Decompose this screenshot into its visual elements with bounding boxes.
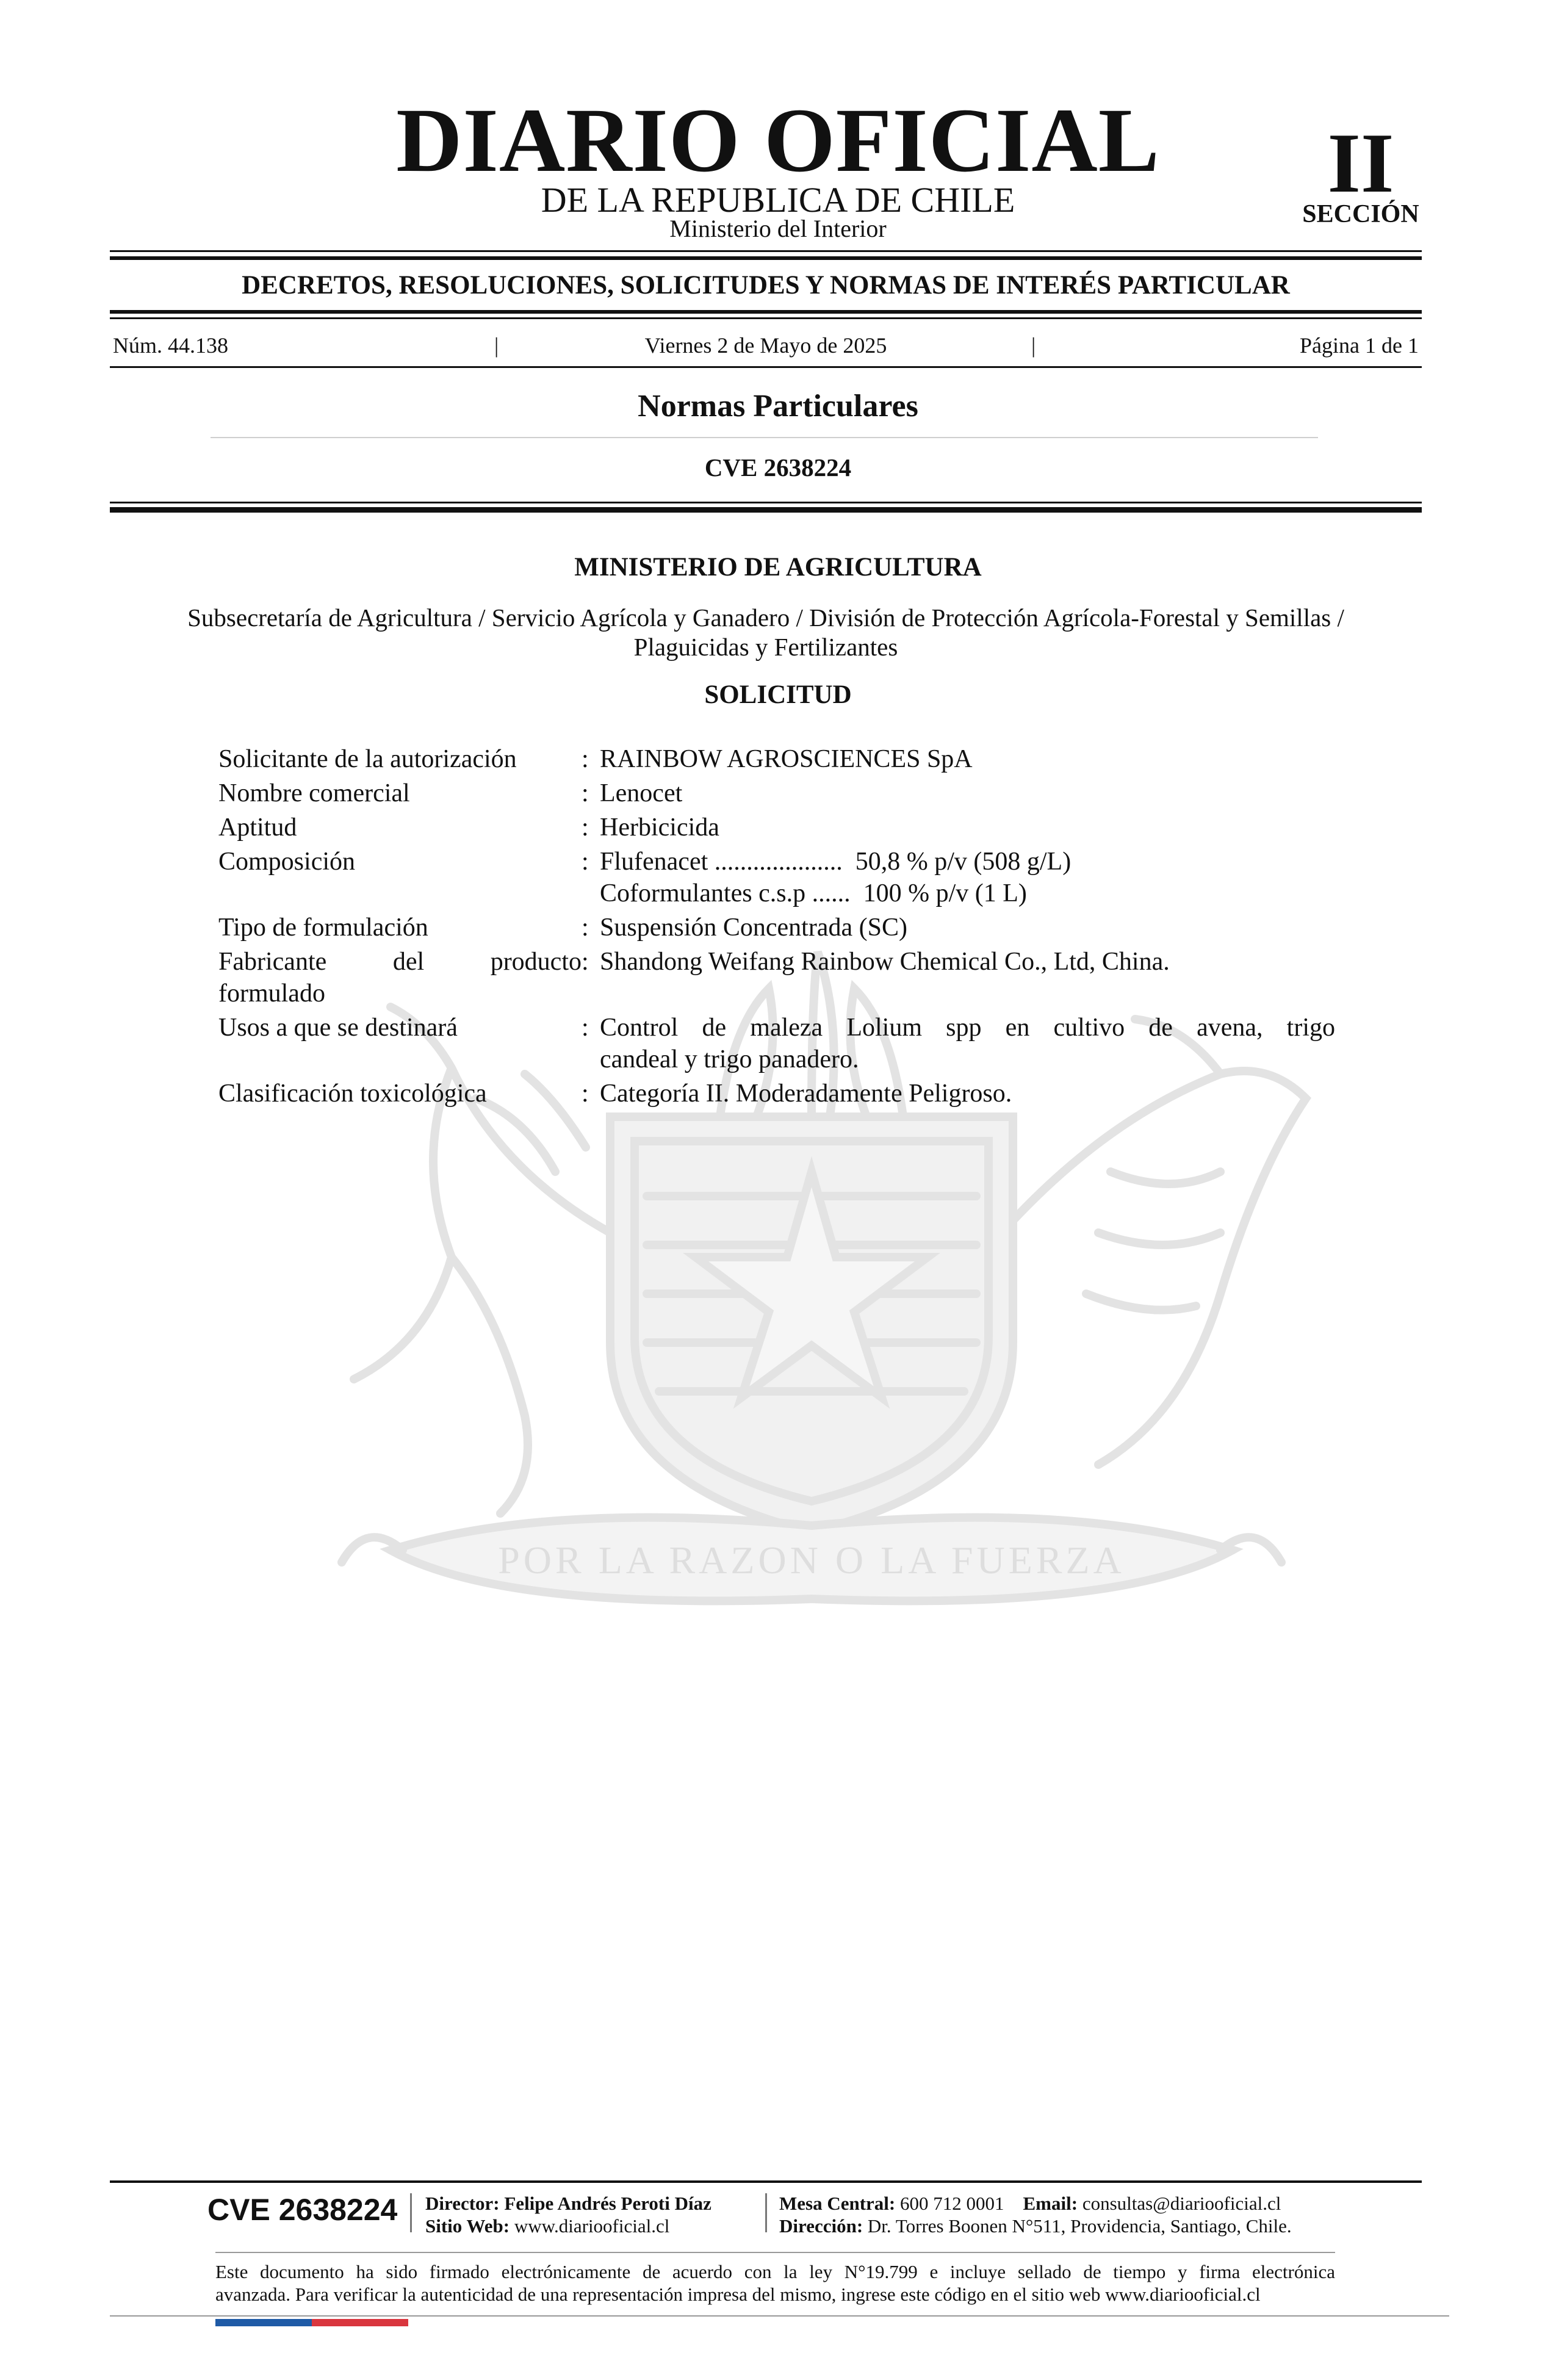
info-separator: |	[494, 333, 499, 358]
director-name: Felipe Andrés Peroti Díaz	[504, 2193, 711, 2214]
field-label: Composición	[218, 848, 356, 876]
field-row-clasificacion	[218, 1078, 1335, 1109]
field-colon: :	[582, 813, 589, 842]
issue-number: Núm. 44.138	[113, 333, 228, 358]
subsecretaria-line	[110, 603, 1422, 662]
field-label: Tipo de formulación	[218, 914, 428, 942]
field-colon: :	[582, 948, 589, 976]
address-value: Dr. Torres Boonen N°511, Providencia, Santiago, Chile.	[867, 2215, 1292, 2237]
rule-band-bottom-thin	[110, 317, 1422, 319]
field-row-tipo-formulacion	[218, 912, 1335, 943]
website-label: Sitio Web:	[425, 2215, 510, 2237]
field-colon: :	[582, 1014, 589, 1042]
mesa-phone: 600 712 0001	[900, 2193, 1004, 2214]
field-colon: :	[582, 745, 589, 773]
field-label	[218, 946, 582, 1009]
field-value: Lenocet	[600, 779, 683, 807]
rule-cve-bottom-thick	[110, 507, 1422, 513]
section-number: II	[1327, 116, 1394, 211]
footer-divider	[410, 2193, 412, 2232]
watermark-motto: POR LA RAZON O LA FUERZA	[498, 1538, 1125, 1582]
field-row-nombre-comercial	[218, 777, 1335, 809]
email-link[interactable]: consultas@diariooficial.cl	[1082, 2193, 1281, 2214]
subsecretaria-line-1: Subsecretaría de Agricultura / Servicio Agrícola y Ganadero / División de Protección Agrícola-Forestal y Semillas /	[187, 604, 1344, 632]
flag-stripe-blue	[215, 2319, 312, 2326]
field-label: Aptitud	[218, 813, 297, 842]
masthead-subtitle: DE LA REPUBLICA DE CHILE	[541, 180, 1015, 220]
info-separator: |	[1031, 333, 1036, 358]
footer-legal-note	[215, 2260, 1335, 2306]
ministry-heading: MINISTERIO DE AGRICULTURA	[574, 553, 982, 582]
field-row-aptitud	[218, 812, 1335, 843]
field-row-usos	[218, 1012, 1335, 1075]
field-row-fabricante	[218, 946, 1335, 1009]
usos-line-2: candeal y trigo panadero.	[600, 1045, 859, 1073]
legal-note-line-2: avanzada. Para verificar la autenticidad de una representación impresa del mismo, ingrese este código en el sitio web www.diariooficial.cl	[215, 2284, 1261, 2305]
issue-date: Viernes 2 de Mayo de 2025	[644, 333, 887, 358]
mesa-label: Mesa Central:	[779, 2193, 896, 2214]
legal-note-line-1: Este documento ha sido firmado electrónicamente de acuerdo con la ley N°19.799 e incluye sellado de tiempo y firma electrónica	[215, 2261, 1335, 2282]
field-label: Nombre comercial	[218, 779, 410, 807]
email-label: Email:	[1023, 2193, 1078, 2214]
field-colon: :	[582, 1080, 589, 1108]
footer-rule-mid	[215, 2252, 1335, 2253]
section-label: SECCIÓN	[1302, 200, 1419, 228]
footer-rule-bottom	[110, 2315, 1449, 2317]
website-link[interactable]: www.diariooficial.cl	[514, 2215, 670, 2237]
field-label: Clasificación toxicológica	[218, 1080, 487, 1108]
field-label: Usos a que se destinará	[218, 1014, 458, 1042]
field-value: Shandong Weifang Rainbow Chemical Co., Ltd, China.	[600, 948, 1170, 976]
cve-code: CVE 2638224	[704, 453, 852, 481]
rule-top-thin	[110, 250, 1422, 252]
band-title: DECRETOS, RESOLUCIONES, SOLICITUDES Y NORMAS DE INTERÉS PARTICULAR	[242, 271, 1290, 300]
field-value: RAINBOW AGROSCIENCES SpA	[600, 745, 973, 773]
masthead-ministry: Ministerio del Interior	[669, 215, 887, 242]
field-colon: :	[582, 914, 589, 942]
field-value: Herbicicida	[600, 813, 719, 842]
subsecretaria-line-2: Plaguicidas y Fertilizantes	[633, 633, 898, 661]
footer-cve-code: CVE 2638224	[207, 2193, 398, 2227]
footer-rule-top	[110, 2180, 1422, 2183]
composition-line-1: Flufenacet .................... 50,8 % p/v (508 g/L)	[600, 848, 1072, 876]
field-colon: :	[582, 779, 589, 807]
request-fields	[218, 743, 1335, 1112]
usos-line-1: Control de maleza Lolium spp en cultivo de avena, trigo	[600, 1014, 1335, 1042]
composition-line-2: Coformulantes c.s.p ...... 100 % p/v (1 L)	[600, 879, 1027, 907]
flag-stripe-red	[312, 2319, 408, 2326]
field-value	[600, 1012, 1335, 1075]
rule-section-divider	[211, 437, 1318, 438]
section-title: Normas Particulares	[638, 389, 918, 424]
field-value	[600, 846, 1335, 909]
field-label-line-2: formulado	[218, 979, 325, 1008]
rule-info-bottom	[110, 366, 1422, 368]
masthead-title: DIARIO OFICIAL	[396, 90, 1160, 191]
footer-contact-right	[779, 2192, 1292, 2237]
rule-cve-bottom-thin	[110, 502, 1422, 503]
field-value: Suspensión Concentrada (SC)	[600, 914, 907, 942]
field-label: Solicitante de la autorización	[218, 745, 517, 773]
rule-band-bottom-thick	[110, 310, 1422, 314]
footer-divider	[765, 2193, 767, 2232]
page-indicator: Página 1 de 1	[1300, 333, 1419, 358]
field-colon: :	[582, 848, 589, 876]
field-label-line-1: Fabricante del producto	[218, 948, 582, 976]
footer-contact-left	[425, 2192, 711, 2237]
director-label: Director:	[425, 2193, 500, 2214]
field-row-solicitante	[218, 743, 1335, 775]
document-type-heading: SOLICITUD	[704, 680, 852, 709]
rule-top-thick	[110, 256, 1422, 260]
field-row-composicion	[218, 846, 1335, 909]
address-label: Dirección:	[779, 2215, 863, 2237]
field-value: Categoría II. Moderadamente Peligroso.	[600, 1080, 1012, 1108]
